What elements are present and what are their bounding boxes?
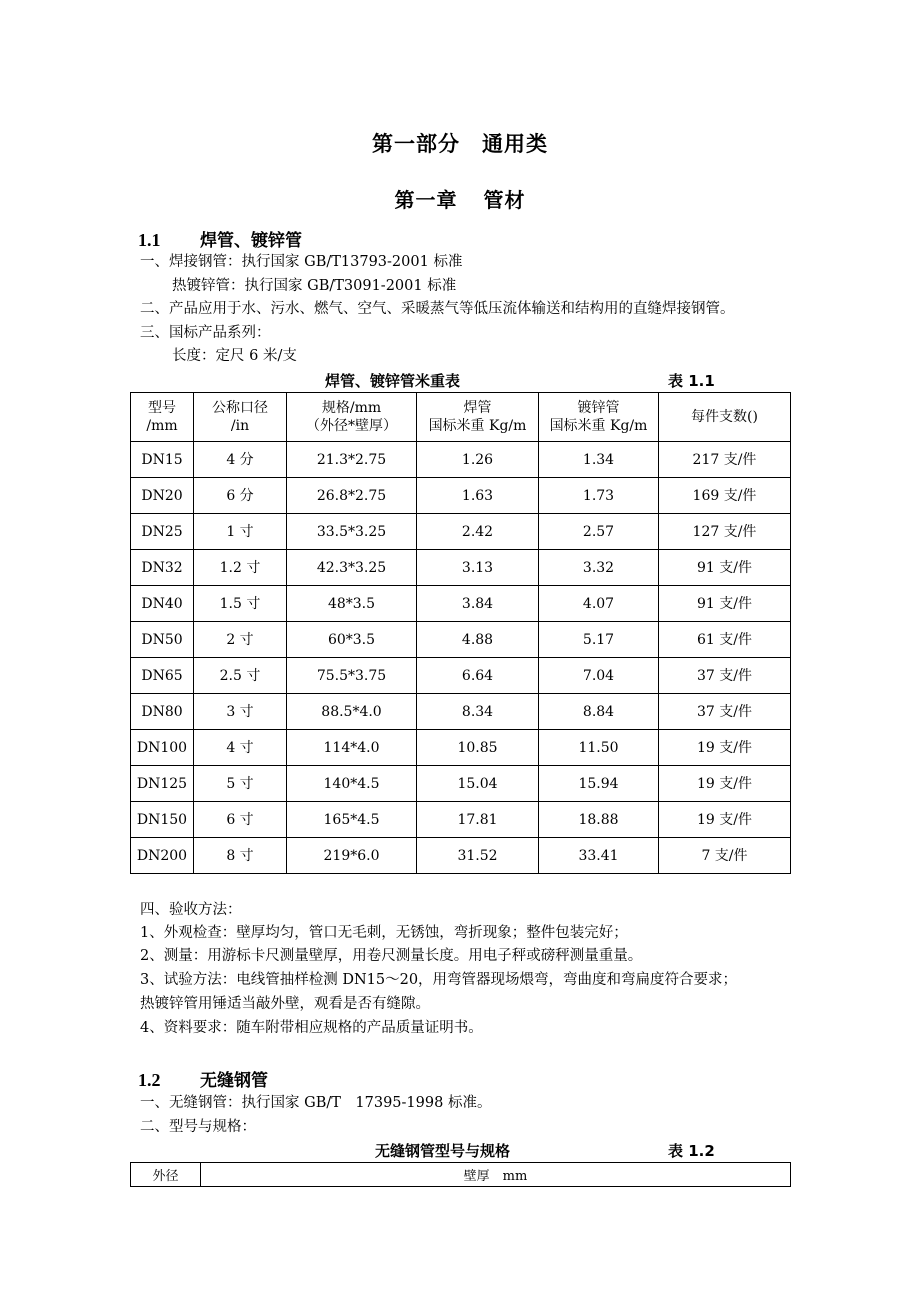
- header-cell: 外径: [131, 1163, 201, 1187]
- table-cell: 3 寸: [194, 694, 287, 730]
- table-cell: 165*4.5: [287, 802, 417, 838]
- table-cell: 4.07: [539, 586, 659, 622]
- table-cell: 1.26: [417, 442, 539, 478]
- table-cell: 37 支/件: [659, 658, 791, 694]
- table-caption: 焊管、镀锌管米重表: [325, 372, 461, 390]
- table-cell: DN40: [131, 586, 194, 622]
- table-cell: 1 寸: [194, 514, 287, 550]
- table-cell: 11.50: [539, 730, 659, 766]
- table-cell: 61 支/件: [659, 622, 791, 658]
- header-cell: 公称口径 /in: [194, 393, 287, 442]
- table-cell: 10.85: [417, 730, 539, 766]
- table-cell: 91 支/件: [659, 550, 791, 586]
- table-cell: 1.5 寸: [194, 586, 287, 622]
- table-cell: 37 支/件: [659, 694, 791, 730]
- table-row: [131, 514, 791, 550]
- table-cell: 3.13: [417, 550, 539, 586]
- text-line: 一、无缝钢管：执行国家 GB/T 17395-1998 标准。: [140, 1095, 492, 1111]
- header-cell: 规格/mm （外径*壁厚）: [287, 393, 417, 442]
- table-cell: 114*4.0: [287, 730, 417, 766]
- table-cell: 33.5*3.25: [287, 514, 417, 550]
- header-cell: 镀锌管 国标米重 Kg/m: [539, 393, 659, 442]
- section-heading-1-1: [138, 226, 302, 251]
- table-cell: 5 寸: [194, 766, 287, 802]
- text-line: 热镀锌管：执行国家 GB/T3091-2001 标准: [172, 278, 457, 294]
- chapter-number: 第一章: [394, 188, 458, 212]
- table-cell: DN50: [131, 622, 194, 658]
- table-cell: 1.34: [539, 442, 659, 478]
- table-cell: 33.41: [539, 838, 659, 874]
- table-row: [131, 586, 791, 622]
- table-cell: DN15: [131, 442, 194, 478]
- table-cell: 3.84: [417, 586, 539, 622]
- table-number: 表 1.1: [668, 372, 715, 390]
- text-line: 4、资料要求：随车附带相应规格的产品质量证明书。: [140, 1020, 483, 1036]
- table-cell: 17.81: [417, 802, 539, 838]
- table-cell: 4.88: [417, 622, 539, 658]
- table-cell: 140*4.5: [287, 766, 417, 802]
- table-cell: 1.63: [417, 478, 539, 514]
- table-cell: 60*3.5: [287, 622, 417, 658]
- table-row: [131, 550, 791, 586]
- table-cell: 18.88: [539, 802, 659, 838]
- chapter-name: 管材: [483, 188, 526, 212]
- table-cell: 3.32: [539, 550, 659, 586]
- table-cell: 19 支/件: [659, 766, 791, 802]
- table-cell: 88.5*4.0: [287, 694, 417, 730]
- table-cell: 21.3*2.75: [287, 442, 417, 478]
- table-cell: 31.52: [417, 838, 539, 874]
- table-cell: 5.17: [539, 622, 659, 658]
- table-cell: 8.34: [417, 694, 539, 730]
- text-line: 热镀锌管用锤适当敲外壁，观看是否有缝隙。: [140, 996, 430, 1012]
- table-cell: 8 寸: [194, 838, 287, 874]
- table-cell: 48*3.5: [287, 586, 417, 622]
- table-cell: 15.94: [539, 766, 659, 802]
- table-row: [131, 838, 791, 874]
- header-cell: 型号 /mm: [131, 393, 194, 442]
- table-caption: 无缝钢管型号与规格: [375, 1142, 511, 1160]
- table-row: [131, 802, 791, 838]
- table-header-row: [131, 393, 791, 442]
- table-cell: 26.8*2.75: [287, 478, 417, 514]
- table-header-row: [131, 1163, 791, 1187]
- table-cell: 2.5 寸: [194, 658, 287, 694]
- section-number: 1.1: [138, 230, 161, 250]
- table-cell: DN32: [131, 550, 194, 586]
- text-line: 2、测量：用游标卡尺测量壁厚，用卷尺测量长度。用电子秤或磅秤测量重量。: [140, 948, 643, 964]
- table-cell: 2.42: [417, 514, 539, 550]
- table-cell: 6.64: [417, 658, 539, 694]
- table-cell: 7.04: [539, 658, 659, 694]
- table-cell: 19 支/件: [659, 730, 791, 766]
- table-row: [131, 658, 791, 694]
- seamless-pipe-table: [130, 1162, 791, 1187]
- text-line: 三、国标产品系列：: [140, 325, 271, 341]
- text-line: 二、型号与规格：: [140, 1119, 256, 1135]
- section-title: 焊管、镀锌管: [200, 231, 302, 251]
- table-cell: 42.3*3.25: [287, 550, 417, 586]
- table-row: [131, 622, 791, 658]
- table-cell: DN65: [131, 658, 194, 694]
- table-row: [131, 442, 791, 478]
- table-number: 表 1.2: [668, 1142, 715, 1160]
- table-cell: 1.73: [539, 478, 659, 514]
- table-row: [131, 478, 791, 514]
- table-cell: 127 支/件: [659, 514, 791, 550]
- table-cell: 91 支/件: [659, 586, 791, 622]
- table-cell: DN100: [131, 730, 194, 766]
- pipe-weight-table: [130, 392, 791, 874]
- text-line: 1、外观检查：壁厚均匀，管口无毛刺，无锈蚀，弯折现象；整件包装完好；: [140, 925, 628, 941]
- table-cell: 6 寸: [194, 802, 287, 838]
- text-line: 长度：定尺 6 米/支: [172, 348, 297, 364]
- chapter-title: [0, 184, 920, 213]
- section-heading-1-2: [138, 1066, 268, 1091]
- table-cell: DN125: [131, 766, 194, 802]
- table-cell: 19 支/件: [659, 802, 791, 838]
- table-cell: 2 寸: [194, 622, 287, 658]
- table-cell: 4 寸: [194, 730, 287, 766]
- header-cell: 壁厚 mm: [201, 1163, 791, 1187]
- table-cell: 75.5*3.75: [287, 658, 417, 694]
- table-cell: DN20: [131, 478, 194, 514]
- section-number: 1.2: [138, 1070, 161, 1090]
- table-cell: 15.04: [417, 766, 539, 802]
- table-cell: 4 分: [194, 442, 287, 478]
- table-cell: DN25: [131, 514, 194, 550]
- table-row: [131, 766, 791, 802]
- table-cell: 6 分: [194, 478, 287, 514]
- table-cell: 217 支/件: [659, 442, 791, 478]
- text-line: 四、验收方法：: [140, 902, 242, 918]
- section-title: 无缝钢管: [200, 1071, 268, 1091]
- table-cell: 219*6.0: [287, 838, 417, 874]
- table-cell: 7 支/件: [659, 838, 791, 874]
- text-line: 二、产品应用于水、污水、燃气、空气、采暖蒸气等低压流体输送和结构用的直缝焊接钢管。: [140, 301, 735, 317]
- table-cell: DN80: [131, 694, 194, 730]
- table-row: [131, 694, 791, 730]
- table-cell: 169 支/件: [659, 478, 791, 514]
- text-line: 3、试验方法：电线管抽样检测 DN15～20，用弯管器现场煨弯，弯曲度和弯扁度符合要求；: [140, 972, 738, 988]
- table-cell: 1.2 寸: [194, 550, 287, 586]
- header-cell: 焊管 国标米重 Kg/m: [417, 393, 539, 442]
- table-row: [131, 730, 791, 766]
- table-cell: DN200: [131, 838, 194, 874]
- table-cell: DN150: [131, 802, 194, 838]
- table-cell: 8.84: [539, 694, 659, 730]
- text-line: 一、焊接钢管：执行国家 GB/T13793-2001 标准: [140, 254, 463, 270]
- part-title: 第一部分 通用类: [372, 132, 548, 156]
- header-cell: 每件支数(): [659, 393, 791, 442]
- table-cell: 2.57: [539, 514, 659, 550]
